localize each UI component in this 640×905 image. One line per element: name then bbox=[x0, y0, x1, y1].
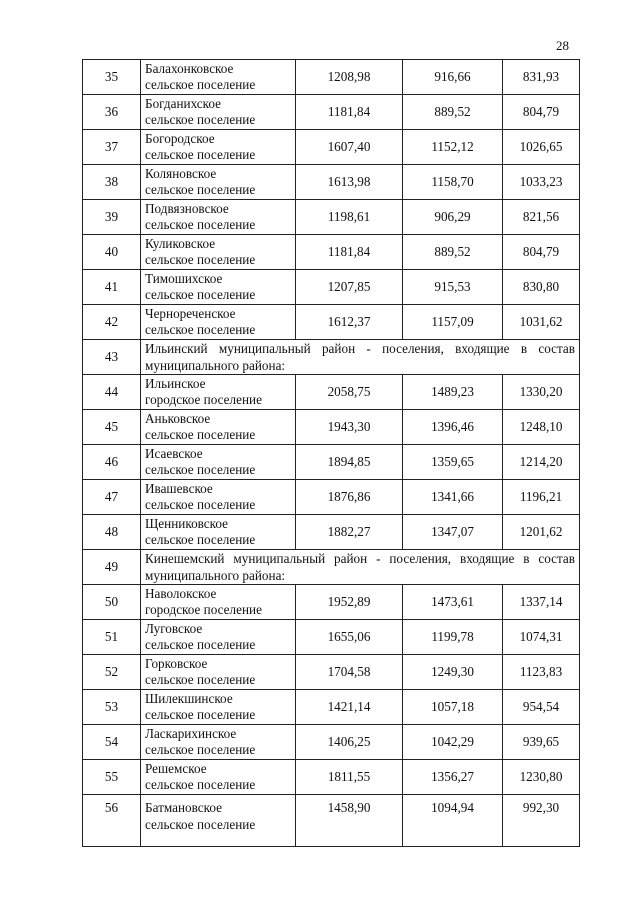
settlement-name-line1: Тимошихское bbox=[145, 270, 223, 286]
value-col-1: 1943,30 bbox=[296, 410, 403, 445]
value-col-3: 1074,31 bbox=[503, 620, 580, 655]
value-col-3: 821,56 bbox=[503, 200, 580, 235]
value-col-1: 1421,14 bbox=[296, 690, 403, 725]
value-col-1: 1613,98 bbox=[296, 165, 403, 200]
row-number: 44 bbox=[83, 375, 141, 410]
row-number: 53 bbox=[83, 690, 141, 725]
settlement-type: сельское поселение bbox=[145, 532, 256, 547]
settlement-type: сельское поселение bbox=[145, 427, 256, 442]
settlement-name-line1: Решемское bbox=[145, 760, 207, 776]
settlement-name bbox=[141, 480, 296, 515]
value-col-1: 1181,84 bbox=[296, 95, 403, 130]
table-row bbox=[83, 690, 580, 725]
value-col-2: 915,53 bbox=[403, 270, 503, 305]
value-col-2: 1042,29 bbox=[403, 725, 503, 760]
settlement-name-line1: Исаевское bbox=[145, 445, 203, 461]
value-col-2: 1347,07 bbox=[403, 515, 503, 550]
table-row bbox=[83, 60, 580, 95]
settlement-type: сельское поселение bbox=[145, 322, 256, 337]
settlement-name-line1: Аньковское bbox=[145, 410, 211, 426]
row-number: 46 bbox=[83, 445, 141, 480]
settlement-name-line1: Батмановское bbox=[145, 800, 222, 815]
row-number: 45 bbox=[83, 410, 141, 445]
value-col-3: 1330,20 bbox=[503, 375, 580, 410]
settlement-type: сельское поселение bbox=[145, 252, 256, 267]
table-body bbox=[83, 60, 580, 847]
settlement-name bbox=[141, 655, 296, 690]
section-title: Ильинский муниципальный район - поселения, входящие в состав муниципального района: bbox=[141, 340, 580, 375]
row-number: 39 bbox=[83, 200, 141, 235]
table-row bbox=[83, 130, 580, 165]
table-row bbox=[83, 620, 580, 655]
value-col-1: 1612,37 bbox=[296, 305, 403, 340]
value-col-1: 1181,84 bbox=[296, 235, 403, 270]
settlement-name-line1: Ивашевское bbox=[145, 480, 213, 496]
table-row bbox=[83, 795, 580, 847]
table-row bbox=[83, 655, 580, 690]
value-col-2: 1359,65 bbox=[403, 445, 503, 480]
settlement-name bbox=[141, 760, 296, 795]
settlement-name bbox=[141, 200, 296, 235]
row-number: 36 bbox=[83, 95, 141, 130]
settlement-type: сельское поселение bbox=[145, 742, 256, 757]
section-title: Кинешемский муниципальный район - поселения, входящие в состав муниципального района: bbox=[141, 550, 580, 585]
value-col-2: 1356,27 bbox=[403, 760, 503, 795]
table-row bbox=[83, 305, 580, 340]
row-number: 55 bbox=[83, 760, 141, 795]
settlement-name-line1: Куликовское bbox=[145, 235, 216, 251]
value-col-3: 954,54 bbox=[503, 690, 580, 725]
settlement-name bbox=[141, 585, 296, 620]
value-col-2: 1094,94 bbox=[403, 795, 503, 847]
settlement-name bbox=[141, 235, 296, 270]
settlement-name-line1: Наволокское bbox=[145, 585, 217, 601]
settlement-name-line1: Луговское bbox=[145, 620, 203, 636]
settlement-type: сельское поселение bbox=[145, 462, 256, 477]
value-col-2: 1396,46 bbox=[403, 410, 503, 445]
value-col-1: 1198,61 bbox=[296, 200, 403, 235]
settlement-name bbox=[141, 270, 296, 305]
row-number: 49 bbox=[83, 550, 141, 585]
settlement-type: городское поселение bbox=[145, 602, 262, 617]
table-row bbox=[83, 445, 580, 480]
value-col-3: 1031,62 bbox=[503, 305, 580, 340]
settlement-name bbox=[141, 130, 296, 165]
settlement-name-line1: Ласкарихинское bbox=[145, 725, 237, 741]
settlement-name bbox=[141, 515, 296, 550]
value-col-3: 1201,62 bbox=[503, 515, 580, 550]
settlement-type: сельское поселение bbox=[145, 112, 256, 127]
settlement-name bbox=[141, 690, 296, 725]
value-col-3: 1248,10 bbox=[503, 410, 580, 445]
settlement-type: сельское поселение bbox=[145, 497, 256, 512]
settlement-type: сельское поселение bbox=[145, 777, 256, 792]
value-col-1: 1655,06 bbox=[296, 620, 403, 655]
table-row bbox=[83, 410, 580, 445]
table-row bbox=[83, 95, 580, 130]
settlement-name-line1: Горковское bbox=[145, 655, 208, 671]
value-col-2: 1199,78 bbox=[403, 620, 503, 655]
value-col-3: 804,79 bbox=[503, 95, 580, 130]
table-row bbox=[83, 270, 580, 305]
row-number: 43 bbox=[83, 340, 141, 375]
value-col-2: 906,29 bbox=[403, 200, 503, 235]
value-col-1: 1882,27 bbox=[296, 515, 403, 550]
row-number: 50 bbox=[83, 585, 141, 620]
value-col-2: 889,52 bbox=[403, 95, 503, 130]
value-col-3: 939,65 bbox=[503, 725, 580, 760]
settlement-type: сельское поселение bbox=[145, 287, 256, 302]
settlement-type: сельское поселение bbox=[145, 707, 256, 722]
value-col-2: 1473,61 bbox=[403, 585, 503, 620]
row-number: 42 bbox=[83, 305, 141, 340]
value-col-1: 1458,90 bbox=[296, 795, 403, 847]
settlement-type: сельское поселение bbox=[145, 672, 256, 687]
table-row bbox=[83, 200, 580, 235]
row-number: 40 bbox=[83, 235, 141, 270]
settlement-name-line1: Щенниковское bbox=[145, 515, 229, 531]
settlement-name bbox=[141, 305, 296, 340]
settlement-type: сельское поселение bbox=[145, 217, 256, 232]
value-col-1: 1811,55 bbox=[296, 760, 403, 795]
page-number: 28 bbox=[556, 38, 569, 53]
value-col-1: 1607,40 bbox=[296, 130, 403, 165]
value-col-1: 2058,75 bbox=[296, 375, 403, 410]
value-col-1: 1208,98 bbox=[296, 60, 403, 95]
value-col-2: 1157,09 bbox=[403, 305, 503, 340]
row-number: 37 bbox=[83, 130, 141, 165]
settlement-name bbox=[141, 375, 296, 410]
value-col-2: 1158,70 bbox=[403, 165, 503, 200]
settlement-name bbox=[141, 445, 296, 480]
settlement-name-line1: Коляновское bbox=[145, 165, 217, 181]
value-col-3: 992,30 bbox=[503, 795, 580, 847]
value-col-2: 1057,18 bbox=[403, 690, 503, 725]
settlement-type: сельское поселение bbox=[145, 147, 256, 162]
table-row bbox=[83, 760, 580, 795]
settlement-name-line1: Ильинское bbox=[145, 375, 206, 391]
value-col-1: 1894,85 bbox=[296, 445, 403, 480]
row-number: 38 bbox=[83, 165, 141, 200]
value-col-2: 889,52 bbox=[403, 235, 503, 270]
settlement-name bbox=[141, 165, 296, 200]
tariff-table bbox=[82, 59, 580, 847]
value-col-1: 1406,25 bbox=[296, 725, 403, 760]
settlement-name-line1: Богданихское bbox=[145, 95, 222, 111]
settlement-name-line1: Шилекшинское bbox=[145, 690, 233, 706]
value-col-3: 1196,21 bbox=[503, 480, 580, 515]
value-col-3: 804,79 bbox=[503, 235, 580, 270]
settlement-type: сельское поселение bbox=[145, 816, 256, 832]
value-col-1: 1207,85 bbox=[296, 270, 403, 305]
row-number: 48 bbox=[83, 515, 141, 550]
table-row bbox=[83, 480, 580, 515]
value-col-3: 1214,20 bbox=[503, 445, 580, 480]
settlement-name bbox=[141, 410, 296, 445]
value-col-3: 1337,14 bbox=[503, 585, 580, 620]
value-col-1: 1876,86 bbox=[296, 480, 403, 515]
settlement-type: городское поселение bbox=[145, 392, 262, 407]
value-col-1: 1952,89 bbox=[296, 585, 403, 620]
section-header-row bbox=[83, 550, 580, 585]
settlement-name bbox=[141, 60, 296, 95]
settlement-name bbox=[141, 725, 296, 760]
settlement-type: сельское поселение bbox=[145, 637, 256, 652]
settlement-name-line1: Чернореченское bbox=[145, 305, 236, 321]
settlement-name-line1: Балахонковское bbox=[145, 60, 234, 76]
row-number: 41 bbox=[83, 270, 141, 305]
row-number: 51 bbox=[83, 620, 141, 655]
value-col-3: 830,80 bbox=[503, 270, 580, 305]
row-number: 52 bbox=[83, 655, 141, 690]
table-row bbox=[83, 725, 580, 760]
value-col-3: 1033,23 bbox=[503, 165, 580, 200]
table-row bbox=[83, 585, 580, 620]
value-col-1: 1704,58 bbox=[296, 655, 403, 690]
settlement-name bbox=[141, 95, 296, 130]
table-row bbox=[83, 235, 580, 270]
value-col-2: 916,66 bbox=[403, 60, 503, 95]
section-header-row bbox=[83, 340, 580, 375]
settlement-name-line1: Подвязновское bbox=[145, 200, 229, 216]
settlement-name bbox=[141, 620, 296, 655]
value-col-2: 1489,23 bbox=[403, 375, 503, 410]
row-number: 35 bbox=[83, 60, 141, 95]
table-row bbox=[83, 515, 580, 550]
value-col-2: 1152,12 bbox=[403, 130, 503, 165]
row-number: 47 bbox=[83, 480, 141, 515]
settlement-type: сельское поселение bbox=[145, 77, 256, 92]
settlement-name-line1: Богородское bbox=[145, 130, 215, 146]
value-col-3: 1123,83 bbox=[503, 655, 580, 690]
settlement-name bbox=[141, 795, 296, 847]
row-number: 56 bbox=[83, 795, 141, 847]
value-col-2: 1341,66 bbox=[403, 480, 503, 515]
table-row bbox=[83, 165, 580, 200]
table-row bbox=[83, 375, 580, 410]
value-col-3: 831,93 bbox=[503, 60, 580, 95]
row-number: 54 bbox=[83, 725, 141, 760]
value-col-2: 1249,30 bbox=[403, 655, 503, 690]
value-col-3: 1026,65 bbox=[503, 130, 580, 165]
settlement-type: сельское поселение bbox=[145, 182, 256, 197]
value-col-3: 1230,80 bbox=[503, 760, 580, 795]
